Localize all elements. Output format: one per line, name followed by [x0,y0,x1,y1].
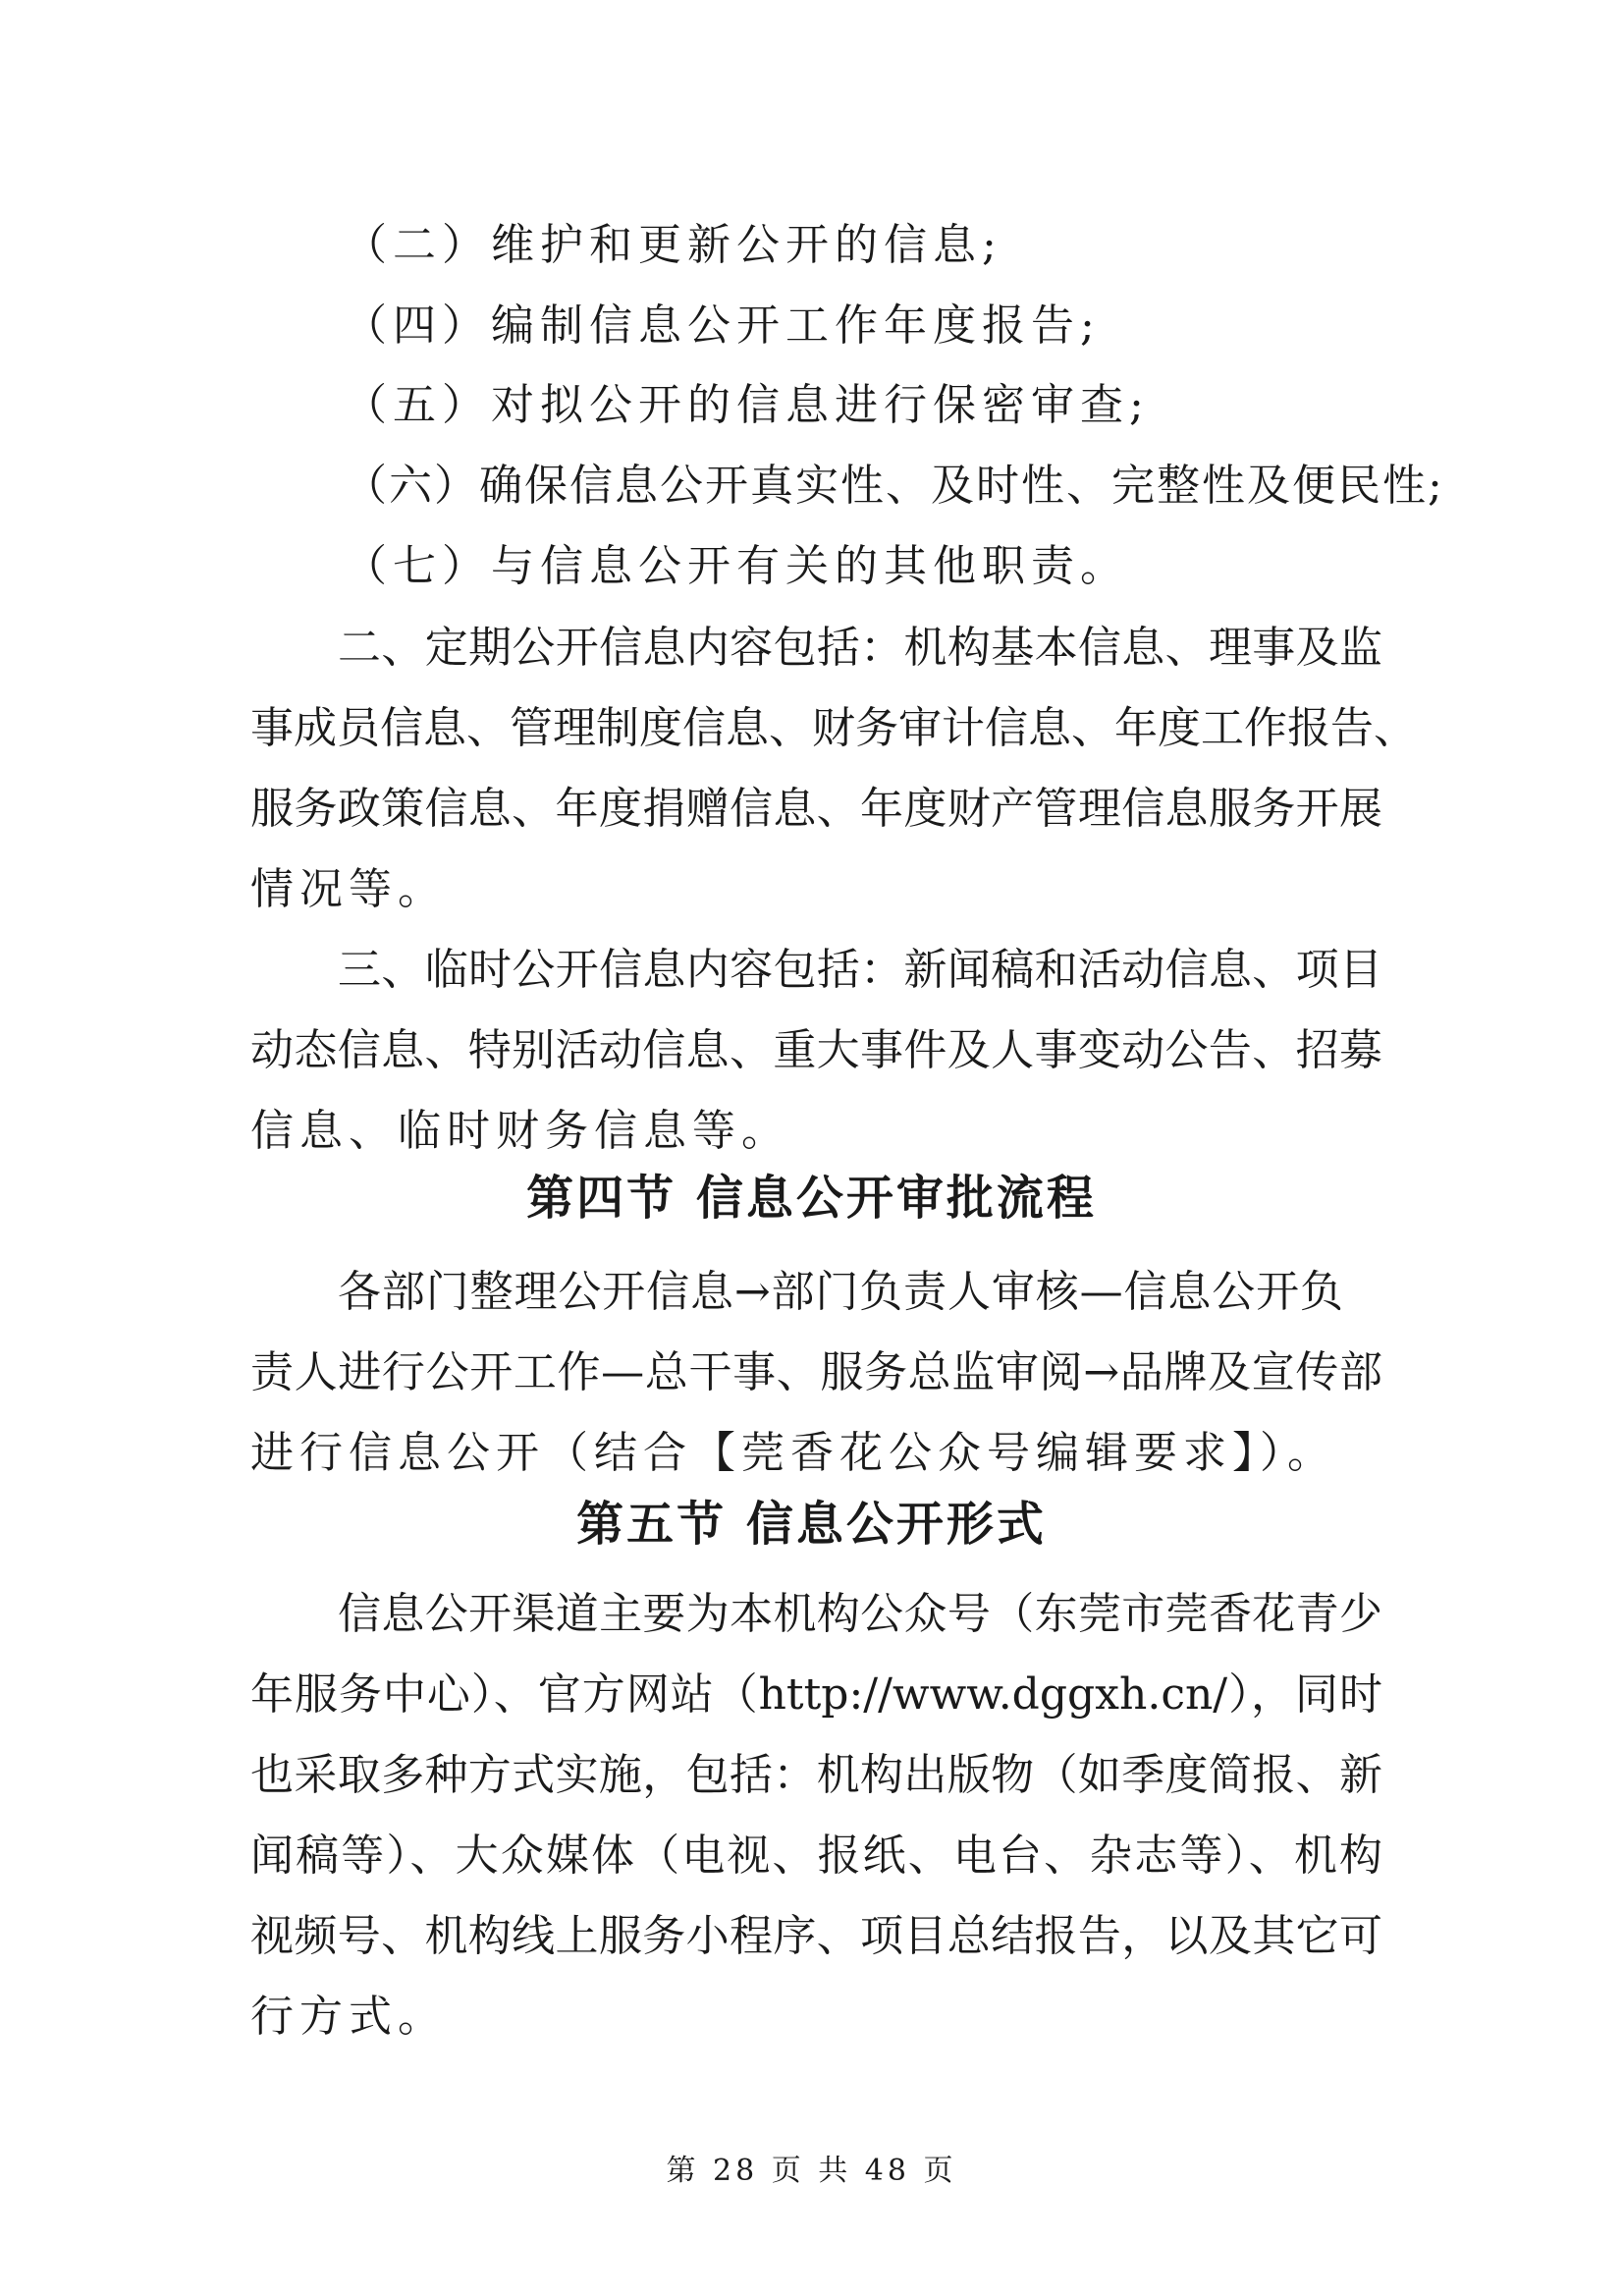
regular-disclosure-line-3: 服务政策信息、年度捐赠信息、年度财产管理信息服务开展 [250,784,1382,834]
section-5-heading: 第五节 信息公开形式 [576,1497,1047,1552]
list-item-2: （二）维护和更新公开的信息; [344,220,1002,270]
regular-disclosure-line-2: 事成员信息、管理制度信息、财务审计信息、年度工作报告、 [250,703,1417,753]
regular-disclosure-line-4: 情况等。 [250,864,447,914]
list-item-6: （六）确保信息公开真实性、及时性、完整性及便民性; [344,461,1444,511]
section-4-line-3: 进行信息公开（结合【莞香花公众号编辑要求】）。 [250,1428,1336,1478]
section-5-line-6: 行方式。 [250,1992,447,2042]
temporary-disclosure-line-1: 三、临时公开信息内容包括：新闻稿和活动信息、项目 [338,945,1382,995]
page-number-footer: 第 28 页 共 48 页 [666,2154,957,2188]
section-5-line-4: 闻稿等）、大众媒体（电视、报纸、电台、杂志等）、机构 [250,1831,1382,1881]
temporary-disclosure-line-2: 动态信息、特别活动信息、重大事件及人事变动公告、招募 [250,1025,1382,1075]
section-5-line-1: 信息公开渠道主要为本机构公众号（东莞市莞香花青少 [338,1589,1382,1639]
regular-disclosure-line-1: 二、定期公开信息内容包括：机构基本信息、理事及监 [338,623,1382,673]
list-item-5: （五）对拟公开的信息进行保密审查; [344,380,1150,430]
section-5-line-2: 年服务中心）、官方网站（http://www.dggxh.cn/），同时 [250,1669,1382,1720]
list-item-7: （七）与信息公开有关的其他职责。 [344,541,1129,591]
temporary-disclosure-line-3: 信息、临时财务信息等。 [250,1106,790,1156]
list-item-4: （四）编制信息公开工作年度报告; [344,301,1101,351]
section-4-line-2: 责人进行公开工作—总干事、服务总监审阅→品牌及宣传部 [250,1347,1382,1397]
section-4-heading: 第四节 信息公开审批流程 [526,1171,1097,1226]
section-5-line-3: 也采取多种方式实施，包括：机构出版物（如季度简报、新 [250,1750,1382,1800]
section-5-line-5: 视频号、机构线上服务小程序、项目总结报告，以及其它可 [250,1911,1382,1961]
section-4-line-1: 各部门整理公开信息→部门负责人审核—信息公开负 [338,1267,1343,1317]
